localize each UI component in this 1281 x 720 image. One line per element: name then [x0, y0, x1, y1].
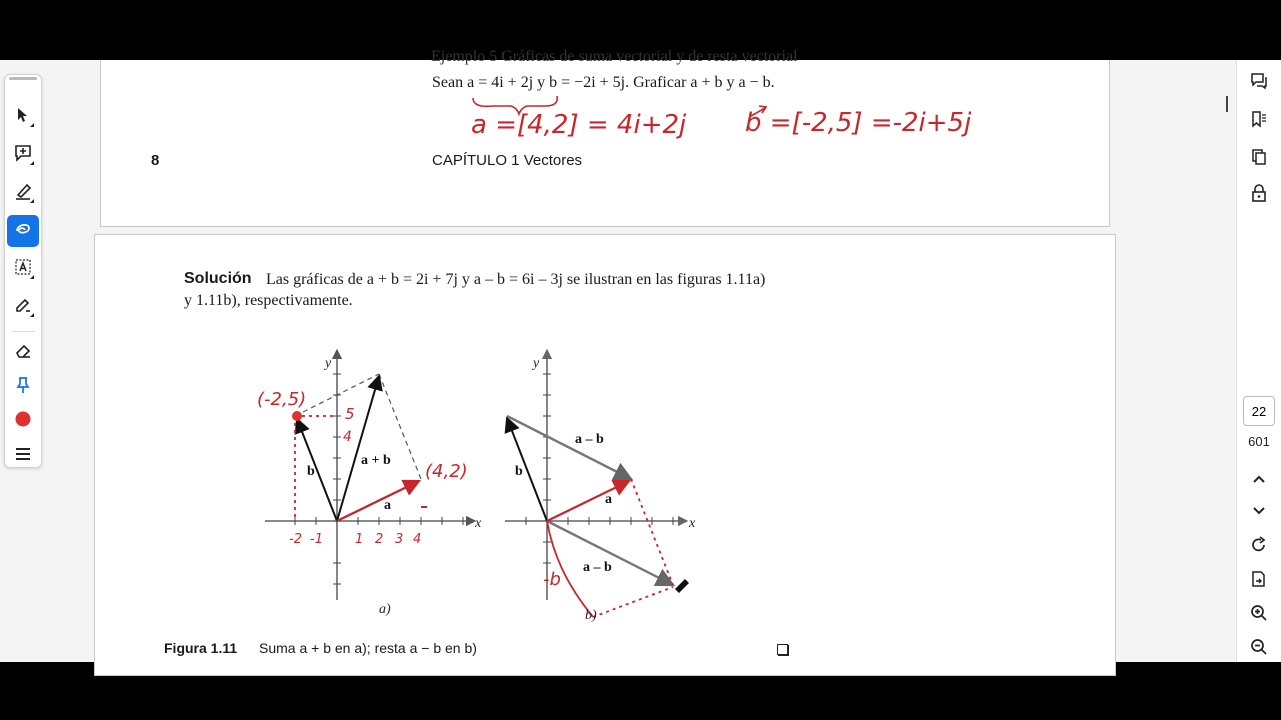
fill-sign-button[interactable]: [7, 291, 39, 323]
toolbar-grip[interactable]: [9, 77, 37, 80]
fig-b-x-label: x: [689, 516, 696, 531]
fig-a-hand-tick: -2: [289, 532, 302, 547]
solution-text-line-1: Las gráficas de a + b = 2i + 7j y a – b = 6i – 3j se ilustran en las figuras 1.11a): [266, 271, 766, 288]
bookmarks-button[interactable]: [1243, 106, 1275, 136]
comments-icon: [1250, 72, 1268, 94]
fig-b-sublabel: b): [585, 608, 597, 623]
hamburger-menu-icon: [15, 446, 31, 465]
zoom-out-button[interactable]: [1243, 634, 1275, 664]
highlight-button[interactable]: [7, 177, 39, 209]
fig-b-vec-a-label: a: [605, 492, 612, 507]
document-page-current: [94, 234, 1116, 676]
fig-a-hand-point-a: (4,2): [425, 461, 468, 482]
chapter-heading: CAPÍTULO 1 Vectores: [432, 152, 583, 169]
red-dot-icon: [14, 410, 32, 432]
annotation-toolbar: [4, 74, 42, 468]
fig-b-diff-bottom-label: a – b: [583, 560, 612, 575]
fig-a-y-label: y: [325, 356, 332, 371]
comment-panel-button[interactable]: [1243, 68, 1275, 98]
next-page-button[interactable]: [1243, 496, 1275, 526]
cursor-arrow-icon: [15, 107, 31, 127]
chevron-up-icon: [1252, 470, 1266, 488]
page-number-input[interactable]: 22: [1243, 396, 1275, 426]
draw-freeform-button[interactable]: [7, 215, 39, 247]
bookmark-list-icon: [1250, 110, 1268, 132]
figure-caption-text: Suma a + b en a); resta a − b en b): [259, 640, 477, 656]
fig-a-hand-tick: 1: [355, 532, 364, 547]
figure-b-vector-difference: [497, 345, 757, 625]
fig-b-vec-b-label: b: [515, 464, 523, 479]
rotate-button[interactable]: [1243, 532, 1275, 562]
document-export-icon: [1250, 570, 1268, 592]
figure-caption-label: Figura 1.11: [164, 640, 238, 656]
fig-a-hand-y4: 4: [343, 429, 352, 445]
handwritten-vector-b: b =[-2,5] =-2i+5j: [745, 108, 972, 138]
copy-pages-icon: [1250, 148, 1268, 170]
rotate-refresh-icon: [1250, 536, 1268, 558]
fig-a-x-label: x: [475, 516, 482, 531]
figure-a-vector-sum: [245, 345, 485, 615]
zoom-in-icon: [1250, 604, 1268, 626]
page-number-label: 8: [151, 152, 160, 169]
pin-button[interactable]: [7, 371, 39, 403]
fig-a-hand-tick: 3: [395, 532, 404, 547]
fig-a-sum-label: a + b: [361, 453, 391, 468]
pin-icon: [15, 376, 31, 398]
fig-b-y-label: y: [533, 356, 540, 371]
pdf-viewer: [0, 48, 1280, 662]
example-heading-partial: Ejemplo 5 Gráficas de suma vectorial y de resta vectorial: [431, 48, 798, 65]
page-thumbnails-button[interactable]: [1243, 144, 1275, 174]
handwritten-annotations-top: [101, 60, 1109, 226]
right-tools-rail: [1236, 60, 1281, 662]
color-picker-button[interactable]: [7, 405, 39, 437]
chevron-down-icon: [1252, 502, 1266, 520]
solution-text-line-2: y 1.11b), respectivamente.: [184, 292, 353, 309]
fig-b-diff-top-label: a – b: [575, 432, 604, 447]
fig-a-hand-y5: 5: [345, 405, 355, 423]
handwritten-vector-a: a =[4,2] = 4i+2j: [471, 110, 687, 140]
text-select-button[interactable]: [7, 253, 39, 285]
document-page-previous: [100, 48, 1110, 227]
fig-a-hand-tick: 4: [413, 532, 422, 547]
protect-button[interactable]: [1243, 180, 1275, 210]
fig-b-hand-neg-b: -b: [543, 569, 561, 590]
select-tool-button[interactable]: [7, 101, 39, 133]
more-menu-button[interactable]: [7, 439, 39, 471]
problem-statement: Sean a = 4i + 2j y b = −2i + 5j. Graficar a + b y a − b.: [432, 74, 775, 91]
solution-label: Solución: [184, 270, 252, 287]
page-total-count: 601: [1248, 434, 1270, 449]
eraser-button[interactable]: [7, 337, 39, 369]
fig-a-sublabel: a): [379, 602, 391, 617]
end-of-solution-square: [777, 644, 788, 655]
add-comment-button[interactable]: [7, 139, 39, 171]
fig-a-hand-point-b: (-2,5): [257, 389, 307, 410]
zoom-out-icon: [1250, 638, 1268, 660]
lasso-draw-icon: [14, 220, 32, 242]
fig-a-vec-a-label: a: [384, 498, 391, 513]
vertical-scrollbar-thumb[interactable]: [1226, 96, 1228, 112]
eraser-icon: [14, 342, 32, 364]
previous-page-button[interactable]: [1243, 464, 1275, 494]
fig-a-hand-tick: -1: [310, 532, 323, 547]
zoom-in-button[interactable]: [1243, 600, 1275, 630]
fig-a-hand-tick: 2: [375, 532, 384, 547]
lock-icon: [1251, 184, 1267, 206]
extract-pages-button[interactable]: [1243, 566, 1275, 596]
fig-a-vec-b-label: b: [307, 464, 315, 479]
